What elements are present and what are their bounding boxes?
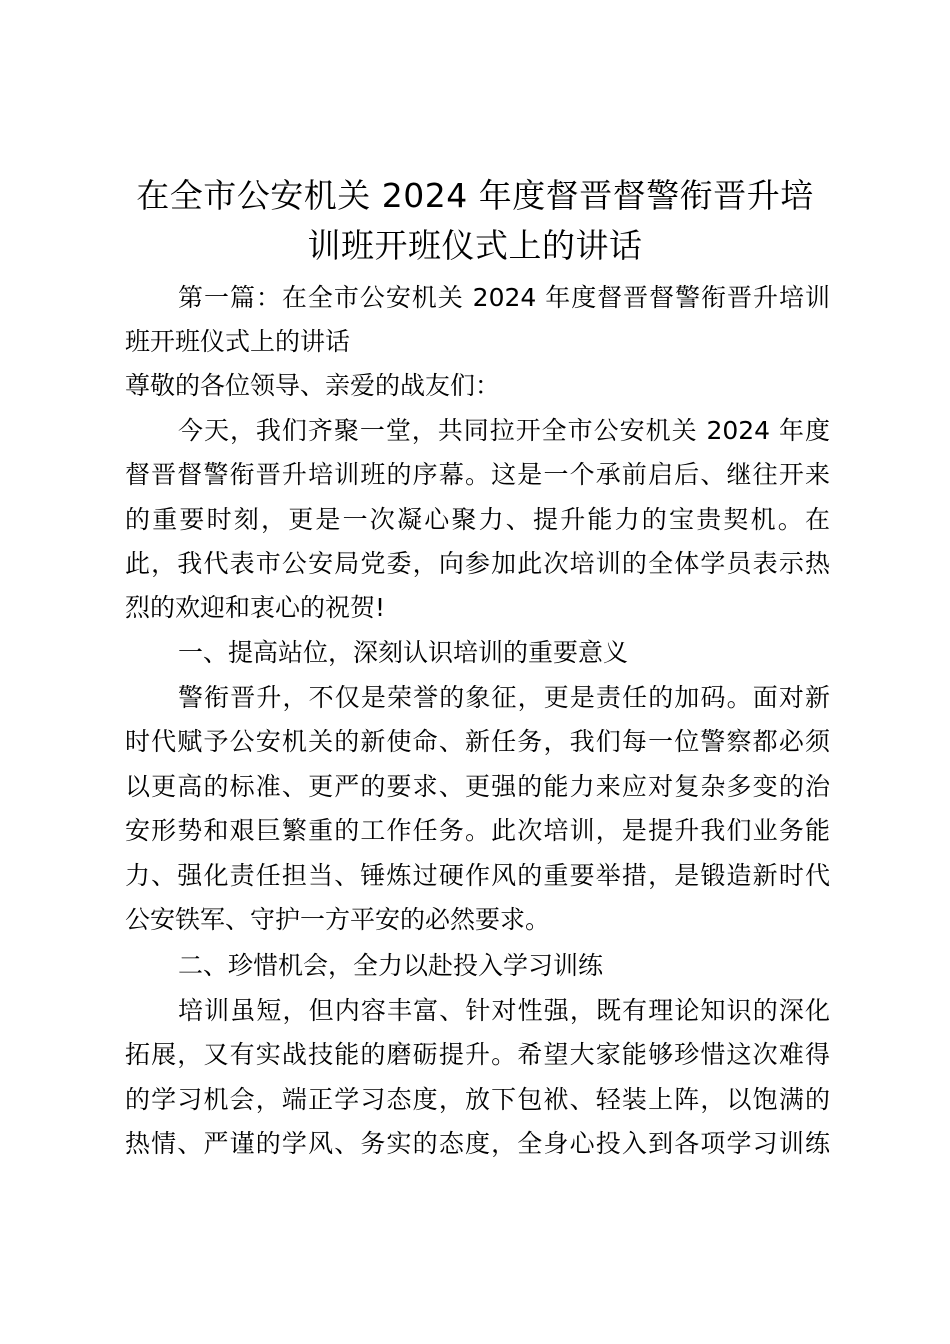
paragraph-line: 培训虽短，但内容丰富、针对性强，既有理论知识的深化 xyxy=(178,996,830,1025)
document-title-line-2: 训班开班仪式上的讲话 xyxy=(307,226,643,265)
paragraph-line: 力、强化责任担当、锤炼过硬作风的重要举措，是锻造新时代 xyxy=(125,861,830,890)
paragraph-line: 热情、严谨的学风、务实的态度，全身心投入到各项学习训练 xyxy=(125,1129,830,1158)
paragraph-line: 时代赋予公安机关的新使命、新任务，我们每一位警察都必须 xyxy=(125,727,830,756)
paragraph-line: 督晋督警衔晋升培训班的序幕。这是一个承前启后、继往开来 xyxy=(125,460,830,489)
paragraph-line: 公安铁军、守护一方平安的必然要求。 xyxy=(125,905,551,934)
paragraph-line: 安形势和艰巨繁重的工作任务。此次培训，是提升我们业务能 xyxy=(125,816,830,845)
section-heading-2: 二、珍惜机会，全力以赴投入学习训练 xyxy=(178,951,604,980)
paragraph-line: 以更高的标准、更严的要求、更强的能力来应对复杂多变的治 xyxy=(125,772,830,801)
paragraph-line: 拓展，又有实战技能的磨砺提升。希望大家能够珍惜这次难得 xyxy=(125,1040,830,1069)
subtitle-line-2: 班开班仪式上的讲话 xyxy=(125,327,351,356)
paragraph-line: 的学习机会，端正学习态度，放下包袱、轻装上阵，以饱满的 xyxy=(125,1085,830,1114)
paragraph-line: 的重要时刻，更是一次凝心聚力、提升能力的宝贵契机。在 xyxy=(125,505,830,534)
document-title-line-1: 在全市公安机关 2024 年度督晋督警衔晋升培 xyxy=(136,176,814,215)
subtitle-line-1: 第一篇：在全市公安机关 2024 年度督晋督警衔晋升培训 xyxy=(178,283,830,312)
section-heading-1: 一、提高站位，深刻认识培训的重要意义 xyxy=(178,638,629,667)
paragraph-line: 此，我代表市公安局党委，向参加此次培训的全体学员表示热 xyxy=(125,549,830,578)
salutation: 尊敬的各位领导、亲爱的战友们： xyxy=(125,371,501,400)
paragraph-line: 今天，我们齐聚一堂，共同拉开全市公安机关 2024 年度 xyxy=(178,416,830,445)
paragraph-line: 警衔晋升，不仅是荣誉的象征，更是责任的加码。面对新 xyxy=(178,683,830,712)
paragraph-line: 烈的欢迎和衷心的祝贺! xyxy=(125,593,386,622)
